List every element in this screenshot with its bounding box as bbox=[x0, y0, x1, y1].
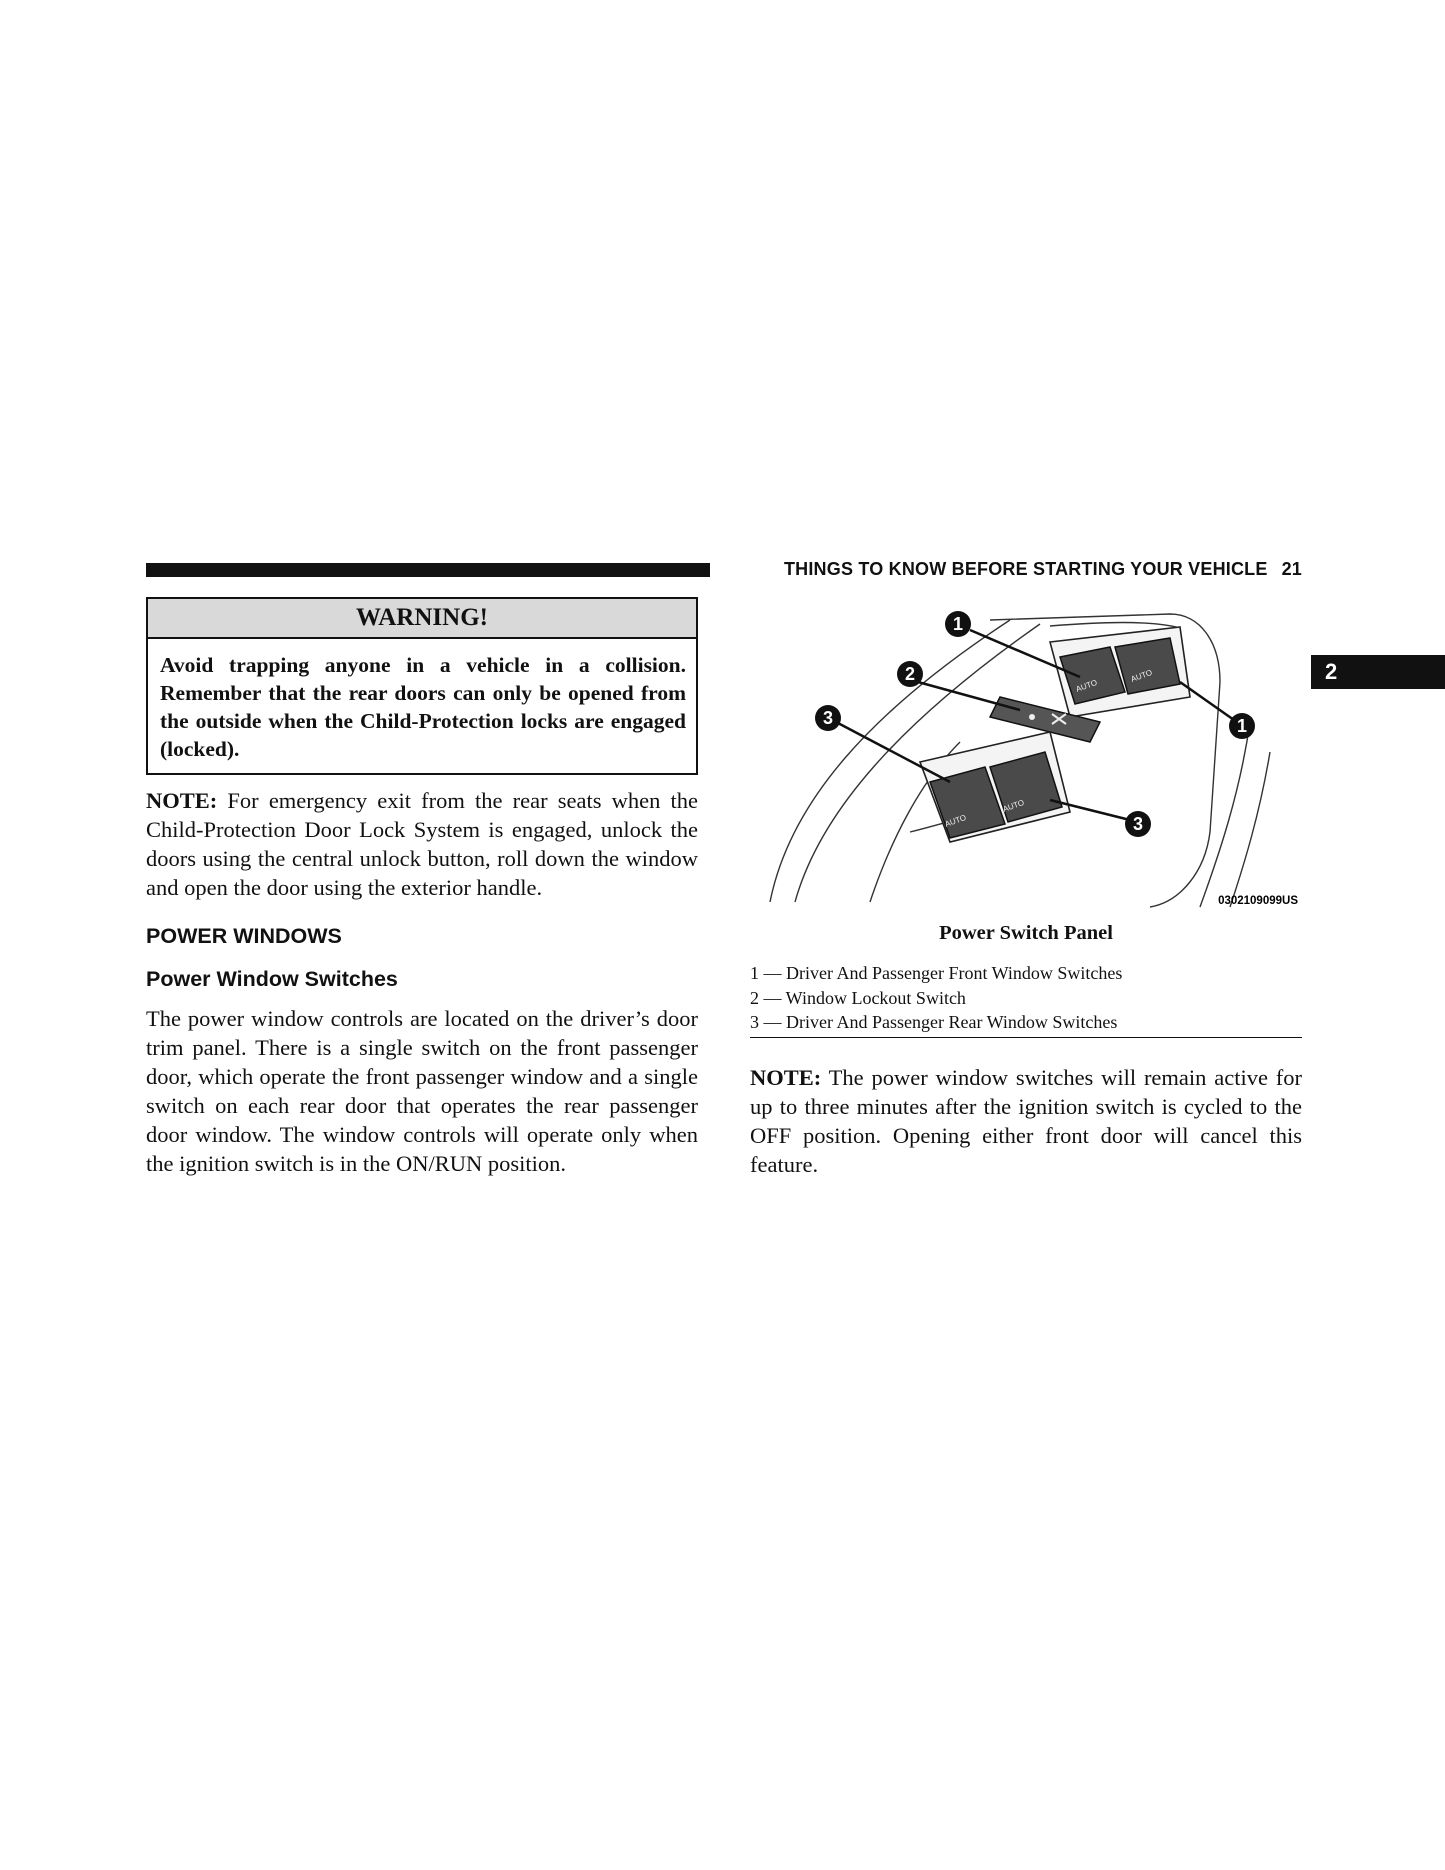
legend-divider bbox=[750, 1037, 1302, 1038]
switch-auto-label: AUTO bbox=[943, 812, 968, 829]
legend-item: 1 — Driver And Passenger Front Window Switches bbox=[750, 963, 1123, 983]
note-text: The power window switches will remain active for up to three minutes after the ignition switch is cycled to the OFF position. Opening either front door will cancel this feature. bbox=[750, 1065, 1302, 1177]
figure-code: 0302109099US bbox=[1218, 895, 1298, 907]
callout-2: 2 bbox=[904, 664, 916, 684]
chapter-tab: 2 bbox=[1311, 655, 1445, 689]
page-number: 21 bbox=[1281, 559, 1302, 579]
figure-caption: Power Switch Panel bbox=[939, 922, 1113, 944]
legend-item: 2 — Window Lockout Switch bbox=[750, 987, 966, 1008]
note-left bbox=[146, 786, 698, 902]
callout-3: 3 bbox=[822, 708, 834, 728]
note-label: NOTE: bbox=[750, 1065, 822, 1090]
note-right bbox=[750, 1063, 1302, 1179]
warning-title: WARNING! bbox=[148, 599, 696, 639]
warning-body: Avoid trapping anyone in a vehicle in a collision. Remember that the rear doors can only be opened from the outside when the Child-Protection locks are engaged (locked). bbox=[160, 653, 686, 761]
running-title: THINGS TO KNOW BEFORE STARTING YOUR VEHICLE bbox=[783, 559, 1268, 579]
note-label: NOTE: bbox=[146, 788, 218, 813]
section-body: The power window controls are located on the driver’s door trim panel. There is a single switch on the front passenger door, which operate the front passenger window and a single switch on each rear door that operates the rear passenger door window. The window controls will operate only when the ignition switch is in the ON/RUN position. bbox=[146, 1006, 698, 1176]
switch-auto-label: AUTO bbox=[1074, 677, 1099, 694]
legend-item: 3 — Driver And Passenger Rear Window Switches bbox=[750, 1012, 1118, 1032]
warning-box bbox=[146, 597, 698, 775]
section-heading: POWER WINDOWS bbox=[146, 924, 342, 948]
callout-1: 1 bbox=[1236, 716, 1248, 736]
callout-3: 3 bbox=[1132, 814, 1144, 834]
callout-1: 1 bbox=[952, 614, 964, 634]
switch-auto-label: AUTO bbox=[1001, 797, 1026, 814]
power-switch-panel-figure bbox=[750, 602, 1302, 910]
subsection-heading: Power Window Switches bbox=[146, 967, 398, 991]
figure-legend bbox=[750, 961, 1302, 1035]
header-rule bbox=[146, 563, 710, 577]
switch-auto-label: AUTO bbox=[1129, 667, 1154, 684]
running-header bbox=[756, 559, 1302, 580]
note-text: For emergency exit from the rear seats when the Child-Protection Door Lock System is engaged, unlock the doors using the central unlock button, roll down the window and open the door using the exterior handle. bbox=[146, 788, 698, 900]
switch-panel-illustration bbox=[750, 602, 1302, 910]
